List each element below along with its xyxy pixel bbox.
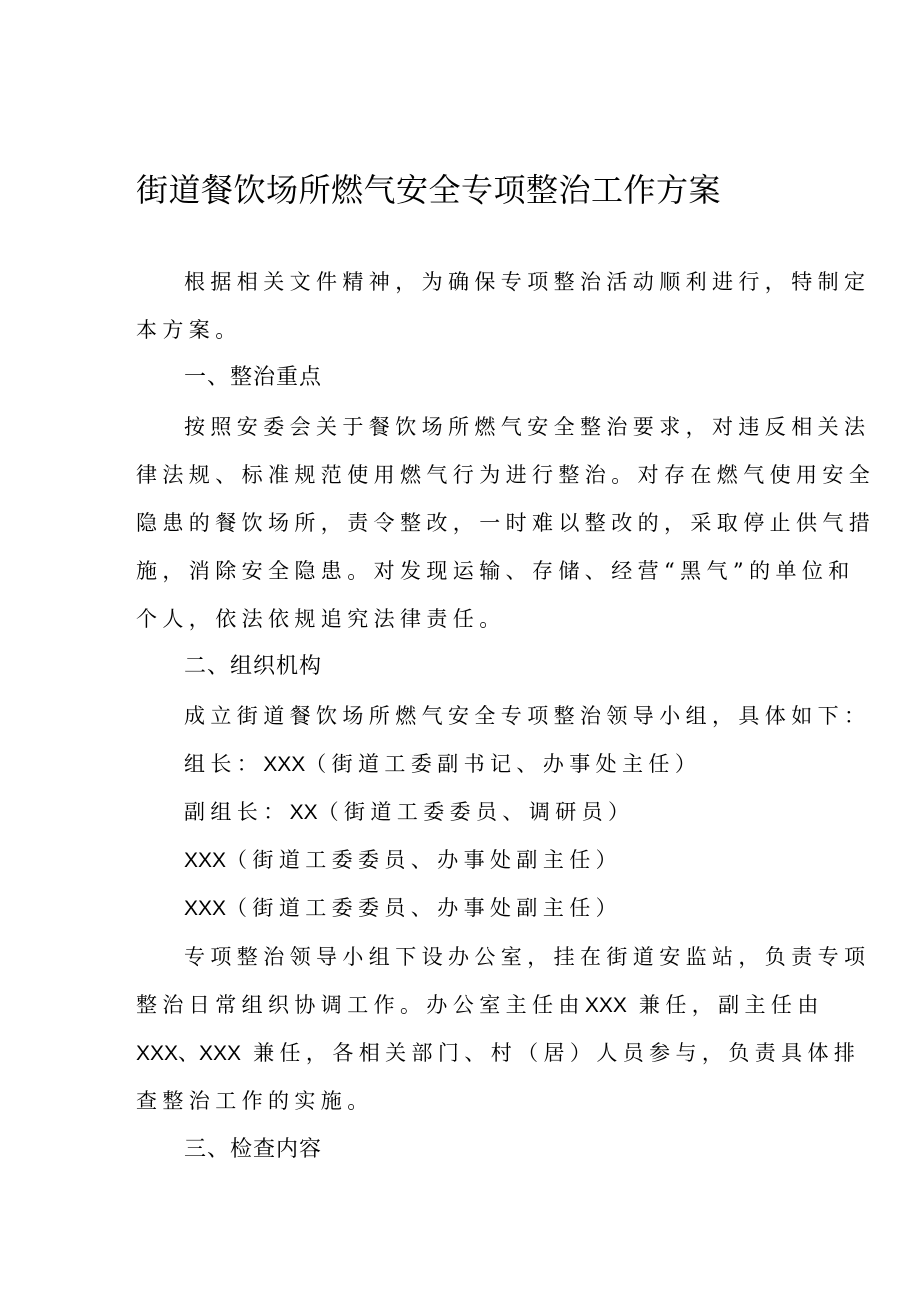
office-text: 兼任，各相关部门、村（居）人员参与，负责具体排 xyxy=(253,1041,861,1065)
office-line-1: 专项整治领导小组下设办公室，挂在街道安监站，负责专项 xyxy=(184,945,871,969)
member-role: 副组长： xyxy=(184,800,290,824)
section-1-line-2: 律法规、标准规范使用燃气行为进行整治。对存在燃气使用安全 xyxy=(136,463,876,487)
member-name: XX xyxy=(289,801,318,824)
section-3-heading: 三、检查内容 xyxy=(184,1137,323,1162)
office-text: 整治日常组织协调工作。办公室主任由 xyxy=(136,993,585,1017)
member-4 xyxy=(184,893,834,924)
section-2-intro: 成立街道餐饮场所燃气安全专项整治领导小组，具体如下： xyxy=(184,704,871,728)
member-deputy-leader xyxy=(184,797,834,828)
member-desc: （街道工委委员、办事处副主任） xyxy=(226,848,623,872)
intro-line-1: 根据相关文件精神，为确保专项整治活动顺利进行，特制定 xyxy=(184,270,871,294)
member-3 xyxy=(184,845,834,876)
office-line-3 xyxy=(136,1038,861,1069)
intro-line-2: 本方案。 xyxy=(136,318,242,342)
office-director-name: XXX xyxy=(584,994,627,1017)
member-name: XXX xyxy=(184,849,227,872)
section-1-line-4: 施，消除安全隐患。对发现运输、存储、经营“黑气”的单位和 xyxy=(136,559,855,583)
member-desc: （街道工委委员、调研员） xyxy=(317,800,635,824)
document-title: 街道餐饮场所燃气安全专项整治工作方案 xyxy=(136,171,722,209)
section-2-heading: 二、组织机构 xyxy=(184,654,323,679)
member-leader xyxy=(184,749,834,780)
member-desc: （街道工委委员、办事处副主任） xyxy=(226,896,623,920)
office-text: 兼任，副主任由 xyxy=(638,993,824,1017)
office-line-4: 查整治工作的实施。 xyxy=(136,1089,374,1113)
section-1-line-5: 个人，依法依规追究法律责任。 xyxy=(136,607,506,631)
office-line-2 xyxy=(136,990,824,1021)
office-deputy-names: XXX、XXX xyxy=(136,1042,242,1065)
member-desc: （街道工委副书记、办事处主任） xyxy=(305,752,702,776)
section-1-line-1: 按照安委会关于餐饮场所燃气安全整治要求，对违反相关法 xyxy=(184,415,871,439)
section-1-line-3: 隐患的餐饮场所，责令整改，一时难以整改的，采取停止供气措 xyxy=(136,511,876,535)
member-name: XXX xyxy=(263,753,306,776)
member-name: XXX xyxy=(184,897,227,920)
section-1-heading: 一、整治重点 xyxy=(184,365,323,390)
member-role: 组长： xyxy=(184,752,264,776)
